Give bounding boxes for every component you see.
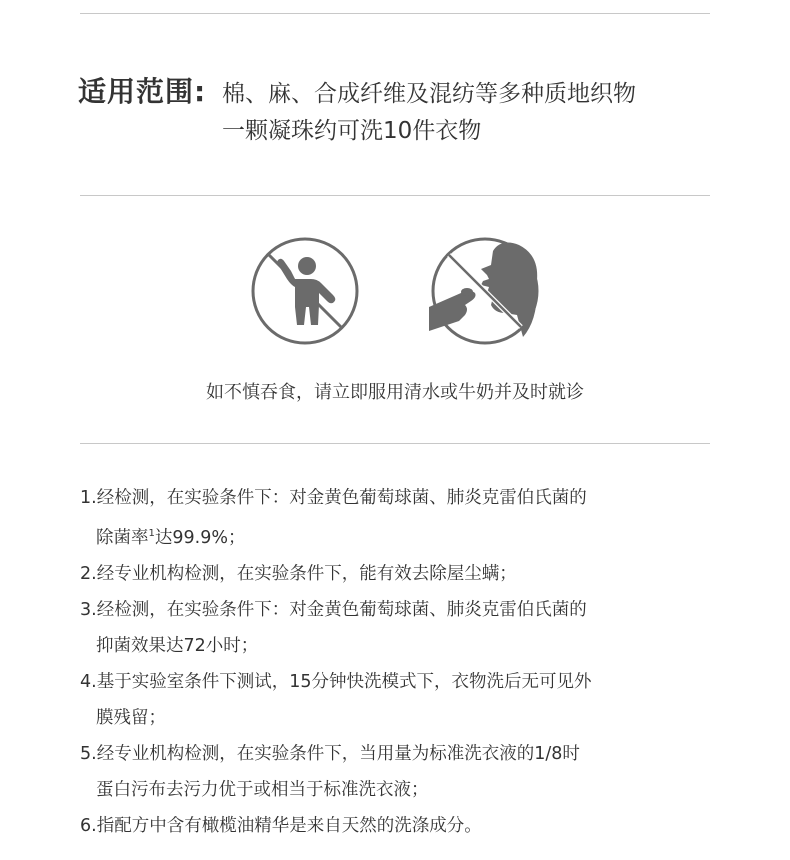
divider-2	[80, 195, 710, 196]
note-6-line-1: 6.指配方中含有橄榄油精华是来自天然的洗涤成分。	[80, 815, 482, 836]
note-6	[80, 808, 720, 844]
warning-icons	[249, 235, 541, 347]
note-5-line-1: 5.经专业机构检测，在实验条件下，当用量为标准洗衣液的1/8时	[80, 743, 580, 764]
no-children-icon	[249, 235, 361, 347]
note-5-line-2: 蛋白污布去污力优于或相当于标准洗衣液；	[96, 779, 429, 800]
note-1-line-2a: 除菌率	[96, 527, 149, 548]
footnotes	[80, 480, 720, 844]
note-3	[80, 592, 720, 664]
note-4	[80, 664, 720, 736]
scope-label: 适用范围:	[78, 75, 207, 108]
divider-3	[80, 443, 710, 444]
scope-line-1: 棉、麻、合成纤维及混纺等多种质地织物	[222, 81, 636, 107]
scope-section	[78, 70, 636, 150]
note-3-line-1: 3.经检测，在实验条件下：对金黄色葡萄球菌、肺炎克雷伯氏菌的	[80, 599, 587, 620]
note-1-sup: 1	[148, 528, 155, 539]
note-2	[80, 556, 720, 592]
note-1-line-1: 1.经检测，在实验条件下：对金黄色葡萄球菌、肺炎克雷伯氏菌的	[80, 488, 587, 508]
note-5	[80, 736, 720, 808]
note-3-line-2: 抑菌效果达72小时；	[96, 635, 259, 656]
scope-line-2: 一颗凝珠约可洗10件衣物	[222, 118, 482, 144]
note-2-line-1: 2.经专业机构检测，在实验条件下，能有效去除屋尘螨；	[80, 563, 517, 584]
note-1	[80, 480, 720, 556]
note-1-line-2b: 达99.9%；	[154, 527, 246, 548]
swallow-warning: 如不慎吞食，请立即服用清水或牛奶并及时就诊	[206, 382, 584, 403]
note-1-line-2	[80, 516, 720, 556]
note-4-line-1: 4.基于实验室条件下测试，15分钟快洗模式下，衣物洗后无可见外	[80, 671, 592, 692]
note-4-line-2: 膜残留；	[96, 707, 166, 728]
no-eating-icon	[429, 235, 541, 347]
top-divider	[80, 13, 710, 14]
